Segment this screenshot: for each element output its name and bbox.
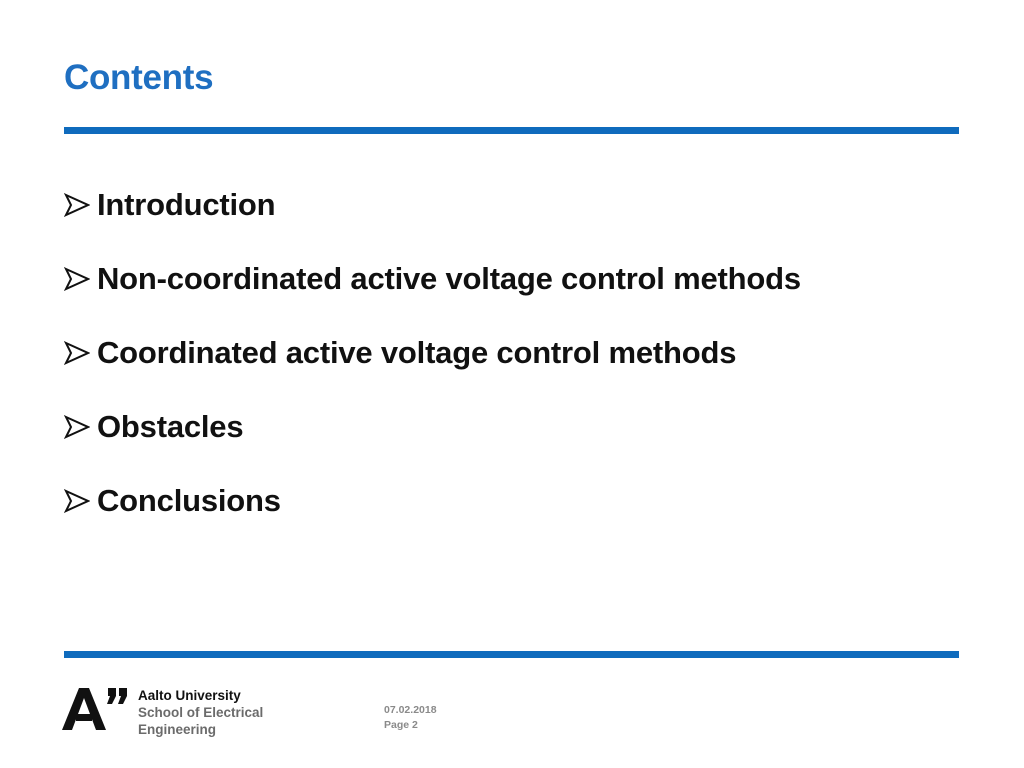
aalto-logo-mark-icon <box>62 684 128 732</box>
contents-item-introduction <box>64 180 801 230</box>
contents-item-label: Coordinated active voltage control methods <box>97 335 737 370</box>
contents-item-obstacles <box>64 402 801 452</box>
contents-item-coordinated <box>64 328 801 378</box>
arrow-bullet-icon <box>64 414 90 440</box>
aalto-logo <box>62 684 263 738</box>
contents-item-conclusions <box>64 476 801 526</box>
footer-page-number: Page 2 <box>384 719 418 731</box>
arrow-bullet-icon <box>64 266 90 292</box>
contents-item-label: Non-coordinated active voltage control methods <box>97 261 801 296</box>
contents-item-label: Obstacles <box>97 409 244 444</box>
logo-line-school: School of Electrical <box>138 705 264 720</box>
contents-item-label: Conclusions <box>97 483 281 518</box>
top-divider <box>64 127 959 134</box>
bottom-divider <box>64 651 959 658</box>
slide-title: Contents <box>64 58 214 97</box>
footer-date: 07.02.2018 <box>384 704 437 716</box>
logo-text <box>138 687 263 738</box>
arrow-bullet-icon <box>64 488 90 514</box>
contents-list <box>64 180 801 550</box>
footer-meta <box>384 703 437 733</box>
logo-line-university: Aalto University <box>138 688 241 703</box>
arrow-bullet-icon <box>64 340 90 366</box>
contents-item-non-coordinated <box>64 254 801 304</box>
arrow-bullet-icon <box>64 192 90 218</box>
contents-item-label: Introduction <box>97 187 276 222</box>
logo-line-engineering: Engineering <box>138 722 217 737</box>
